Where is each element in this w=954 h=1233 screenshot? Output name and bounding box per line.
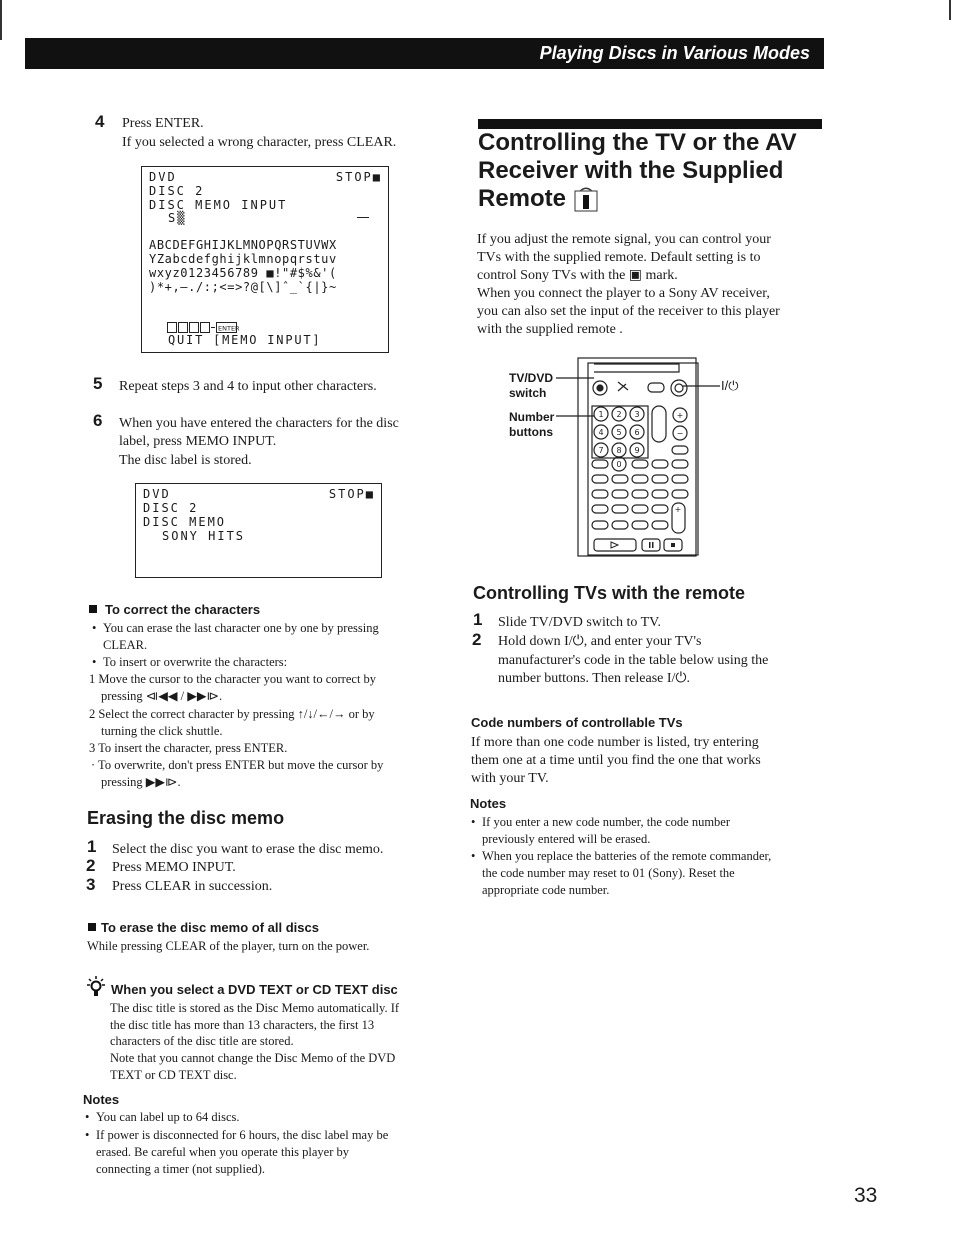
svg-text:5: 5 — [616, 428, 622, 437]
svg-text:0: 0 — [616, 460, 622, 469]
page-number: 33 — [854, 1184, 878, 1207]
list-item: turning the click shuttle. — [101, 724, 223, 738]
erase-all-text: While pressing CLEAR of the player, turn on the power. — [87, 939, 370, 953]
disc-memo-screen — [135, 483, 382, 578]
erasing-heading: Erasing the disc memo — [87, 808, 285, 828]
svg-text:8: 8 — [616, 446, 622, 455]
step-number: 1 — [473, 610, 483, 629]
list-item: · To overwrite, don't press ENTER but move the cursor by — [91, 758, 384, 772]
char-row: ABCDEFGHIJKLMNOPQRSTUVWX — [149, 238, 337, 252]
step-text: Press ENTER. — [122, 116, 204, 131]
step-text: When you have entered the characters for the disc — [119, 416, 399, 431]
step-text: number buttons. Then release I/⏻. — [498, 671, 690, 686]
tvdvd-label-line: TV/DVD — [509, 371, 554, 385]
step-number: 5 — [93, 374, 103, 393]
note-item: the code number may reset to 01 (Sony). Reset the — [482, 866, 735, 880]
step-text: manufacturer's code in the table below using the — [498, 653, 769, 668]
tip-text: the disc title has more than 13 characters, the first 13 — [110, 1018, 375, 1032]
char-row: YZabcdefghijklmnopqrstuv — [149, 252, 337, 266]
step-text: label, press MEMO INPUT. — [119, 434, 277, 449]
step-text: Press MEMO INPUT. — [112, 860, 236, 875]
list-item: • To insert or overwrite the characters: — [103, 654, 287, 671]
screen-quit: QUIT [MEMO INPUT] — [168, 333, 322, 347]
button-icons — [167, 320, 240, 333]
main-title-text: Remote — [478, 185, 567, 212]
svg-text:+: + — [676, 411, 684, 420]
note-item: previously entered will be erased. — [482, 832, 651, 846]
step-number: 4 — [95, 112, 105, 131]
screen-dvd: DVD — [143, 487, 171, 501]
step-text: The disc label is stored. — [119, 453, 252, 468]
note-item: • You can label up to 64 discs. — [96, 1109, 240, 1126]
screen-disc-name: SONY HITS — [162, 529, 246, 543]
step-number: 6 — [93, 411, 103, 430]
note-item: • If you enter a new code number, the code number — [482, 814, 730, 831]
page-edge-mark — [0, 0, 2, 40]
step-text: If you selected a wrong character, press CLEAR. — [122, 135, 397, 150]
title-rule — [478, 119, 822, 129]
correct-heading: To correct the characters — [105, 602, 261, 617]
screen-stop: STOP■ — [328, 487, 375, 501]
tip-text: characters of the disc title are stored. — [110, 1034, 294, 1048]
intro-line: When you connect the player to a Sony AV receiver, — [477, 286, 770, 301]
list-item: 3 To insert the character, press ENTER. — [89, 741, 288, 755]
step-text: Select the disc you want to erase the disc memo. — [112, 842, 384, 857]
disc-memo-input-screen — [141, 166, 389, 353]
tvdvd-switch-label — [509, 371, 553, 401]
note-item: • If power is disconnected for 6 hours, the disc label may be — [96, 1127, 388, 1144]
char-row: wxyz0123456789 ■!"#$%&'( — [149, 266, 337, 280]
number-label-line: buttons — [509, 425, 553, 439]
note-item: erased. Be careful when you operate this player by — [96, 1145, 350, 1159]
remote-illustration — [556, 358, 722, 558]
heading-square-icon — [88, 923, 96, 931]
main-title-line: Receiver with the Supplied — [478, 157, 784, 184]
step-number: 2 — [472, 630, 482, 649]
heading-square-icon — [89, 605, 97, 613]
list-item: pressing ▶▶⧐. — [101, 775, 181, 789]
svg-text:9: 9 — [634, 446, 640, 455]
list-item: • You can erase the last character one by one by pressing — [103, 620, 379, 637]
number-buttons-label — [509, 410, 554, 440]
screen-disc: DISC 2 — [149, 184, 205, 198]
screen-entry: S▒ — [168, 211, 187, 225]
screen-title: DISC MEMO INPUT — [149, 198, 288, 212]
tip-text: Note that you cannot change the Disc Memo of the DVD — [110, 1051, 396, 1065]
cursor-mark — [357, 217, 369, 218]
power-label: I/⏻ — [721, 378, 739, 393]
svg-text:1: 1 — [598, 410, 604, 419]
list-item: 2 Select the correct character by pressing ↑/↓/←/→ or by — [89, 707, 375, 721]
notes-heading: Notes — [470, 796, 507, 811]
tip-text: TEXT or CD TEXT disc. — [110, 1068, 237, 1082]
number-label-line: Number — [509, 410, 555, 424]
main-title — [478, 129, 797, 213]
step-number: 3 — [86, 875, 96, 894]
svg-text:ENTER: ENTER — [218, 324, 240, 333]
notes-heading: Notes — [83, 1092, 120, 1107]
step-number: 1 — [87, 837, 97, 856]
svg-text:3: 3 — [634, 410, 640, 419]
tip-lightbulb-icon — [86, 975, 106, 999]
intro-line: TVs with the supplied remote. Default setting is to — [477, 250, 761, 265]
screen-dvd: DVD — [149, 170, 177, 184]
intro-line: you can also set the input of the receiver to this player — [477, 304, 780, 319]
tip-heading: When you select a DVD TEXT or CD TEXT disc — [111, 982, 398, 997]
control-tvs-heading: Controlling TVs with the remote — [473, 583, 746, 603]
intro-line: with the supplied remote . — [477, 322, 623, 337]
note-item: connecting a timer (not supplied). — [96, 1162, 266, 1176]
svg-text:+: + — [674, 505, 682, 514]
screen-title: DISC MEMO — [143, 515, 227, 529]
step-text: Hold down I/⏻, and enter your TV's — [498, 634, 702, 649]
main-title-line: Controlling the TV or the AV — [478, 129, 797, 156]
codes-text: them one at a time until you find the one that works — [471, 753, 761, 768]
svg-text:4: 4 — [598, 428, 604, 437]
section-title: Playing Discs in Various Modes — [539, 43, 810, 63]
tip-text: The disc title is stored as the Disc Memo automatically. If — [110, 1001, 400, 1015]
main-title-line — [478, 185, 797, 213]
svg-text:2: 2 — [616, 410, 622, 419]
list-item: pressing ⧏◀◀ / ▶▶⧐. — [101, 689, 223, 703]
note-item: • When you replace the batteries of the remote commander, — [482, 848, 771, 865]
list-item: 1 Move the cursor to the character you want to correct by — [89, 672, 377, 686]
codes-text: If more than one code number is listed, try entering — [471, 735, 759, 750]
step-text: Repeat steps 3 and 4 to input other characters. — [119, 379, 377, 394]
header-bar — [25, 38, 824, 69]
intro-text — [477, 231, 817, 339]
list-item: CLEAR. — [103, 638, 148, 652]
step-number: 2 — [86, 856, 96, 875]
screen-disc: DISC 2 — [143, 501, 199, 515]
svg-text:−: − — [676, 429, 684, 438]
intro-line: If you adjust the remote signal, you can control your — [477, 232, 771, 247]
char-row: )*+,–./:;<=>?@[\]ˆ_`{|}~ — [149, 280, 337, 294]
codes-heading: Code numbers of controllable TVs — [471, 715, 683, 730]
svg-text:7: 7 — [598, 446, 604, 455]
intro-line: control Sony TVs with the ▣ mark. — [477, 268, 678, 283]
codes-text: with your TV. — [471, 771, 549, 786]
remote-icon — [574, 186, 598, 212]
erase-all-heading: To erase the disc memo of all discs — [101, 920, 319, 935]
svg-text:6: 6 — [634, 428, 640, 437]
step-text: Slide TV/DVD switch to TV. — [498, 615, 661, 630]
screen-stop: STOP■ — [335, 170, 382, 184]
step-text: Press CLEAR in succession. — [112, 879, 273, 894]
note-item: appropriate code number. — [482, 883, 610, 897]
tvdvd-label-line: switch — [509, 386, 547, 400]
page-edge-mark — [949, 0, 951, 20]
